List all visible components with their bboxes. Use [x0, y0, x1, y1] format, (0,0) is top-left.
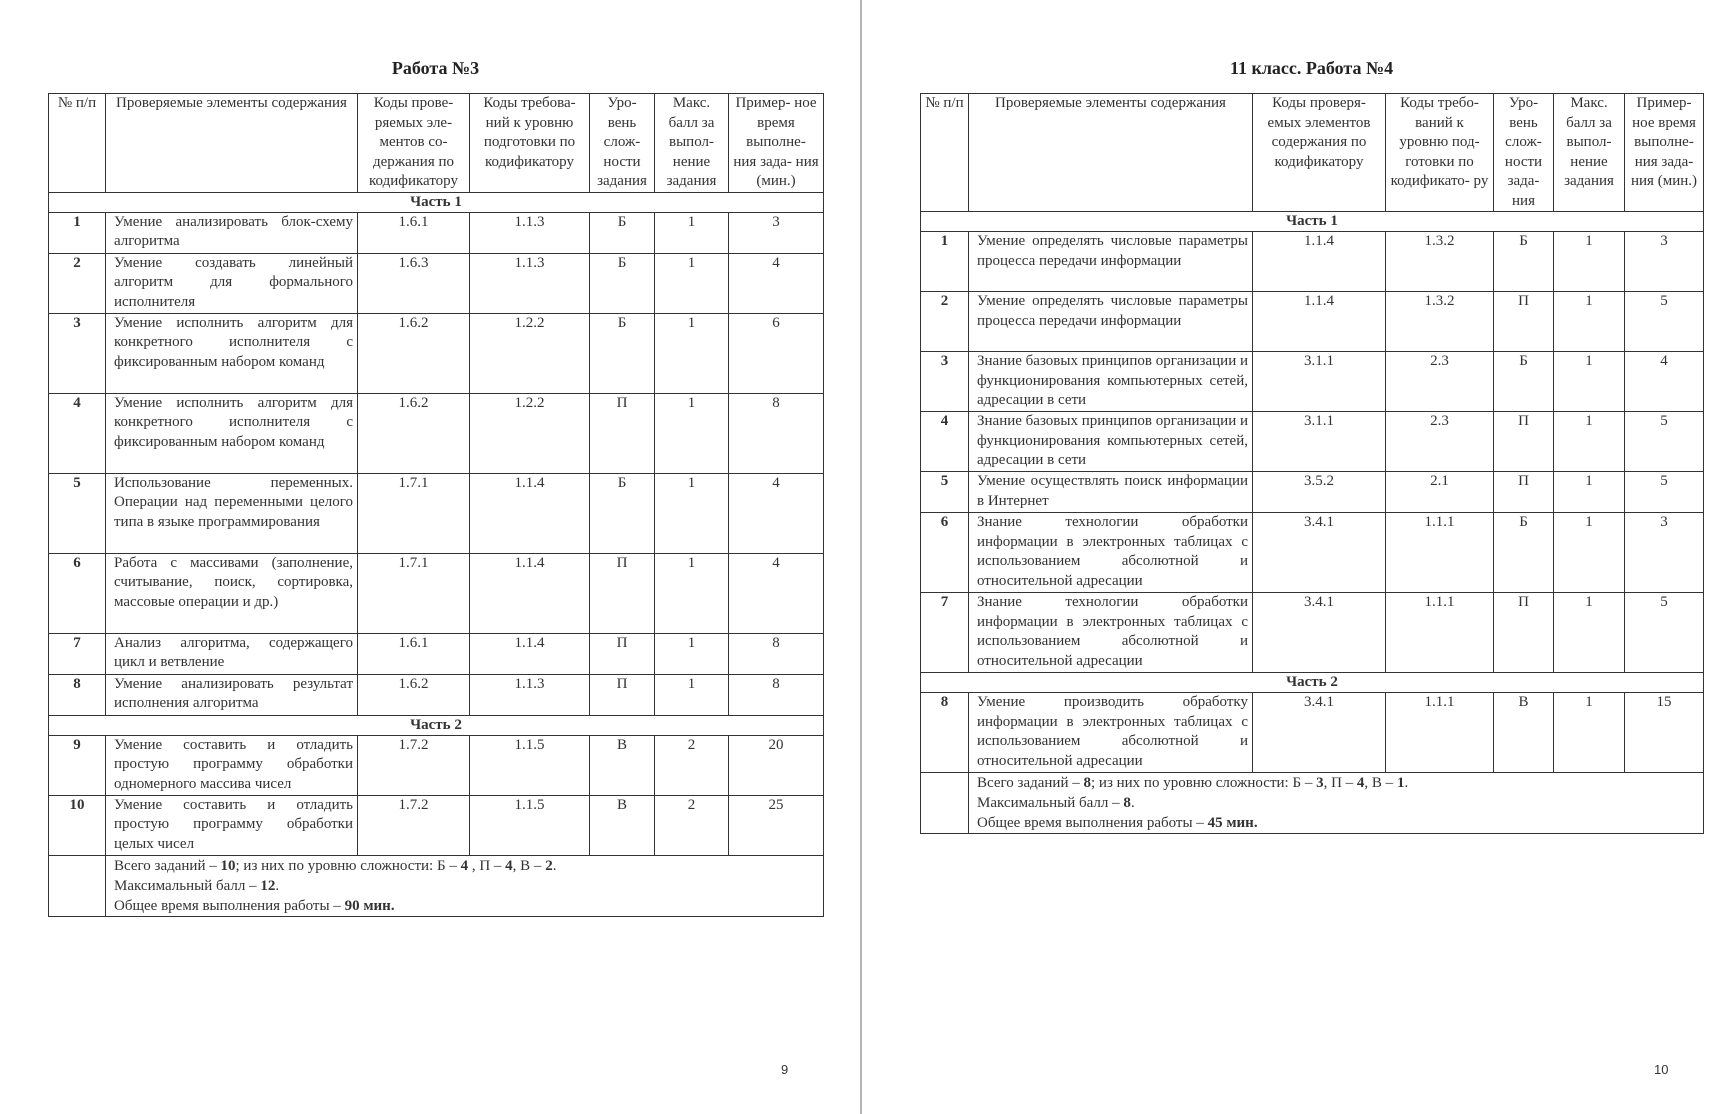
summary-total-line	[114, 856, 819, 876]
task-num: 7	[49, 633, 106, 674]
task-code-req: 1.1.1	[1386, 693, 1494, 773]
header-num: № п/п	[49, 94, 106, 193]
summary-text: Общее время выполнения работы –	[114, 897, 345, 914]
summary-text: ; из них по уровню сложности: Б –	[235, 857, 461, 874]
task-level: Б	[1494, 232, 1554, 292]
task-time: 15	[1625, 693, 1704, 773]
part-label: Часть 2	[49, 715, 824, 735]
table-header-row	[921, 94, 1704, 212]
task-code-content: 3.4.1	[1253, 693, 1386, 773]
page-number: 10	[1654, 1062, 1669, 1077]
task-desc: Знание технологии обработки информации в электронных таблицах с использованием абсолютной и относительной адресации	[969, 513, 1253, 593]
task-level: П	[1494, 292, 1554, 352]
task-time: 8	[729, 674, 824, 715]
task-code-req: 2.3	[1386, 412, 1494, 472]
header-level: Уро- вень слож- ности задания	[590, 94, 655, 193]
summary-row	[921, 773, 1704, 834]
header-codes-req: Коды требова- ний к уровню подготовки по кодификатору	[470, 94, 590, 193]
table-row	[921, 693, 1704, 773]
task-code-content: 1.7.2	[358, 795, 470, 855]
task-time: 3	[1625, 513, 1704, 593]
task-time: 5	[1625, 593, 1704, 673]
summary-b-count: 4	[460, 857, 469, 874]
task-desc: Умение составить и отладить простую программу обработки одномерного массива чисел	[106, 735, 358, 795]
task-level: Б	[590, 313, 655, 393]
summary-time-line	[977, 813, 1699, 833]
task-time: 5	[1625, 412, 1704, 472]
task-code-content: 1.6.1	[358, 633, 470, 674]
table-row	[49, 735, 824, 795]
summary-max-line	[114, 876, 819, 896]
task-code-req: 1.1.5	[470, 735, 590, 795]
summary-v-count: 1	[1396, 775, 1405, 791]
task-desc: Умение исполнить алгоритм для конкретного исполнителя с фиксированным набором команд	[106, 313, 358, 393]
task-code-content: 1.7.1	[358, 553, 470, 633]
task-max: 1	[655, 473, 729, 553]
task-code-content: 1.6.1	[358, 212, 470, 253]
table-header-row	[49, 94, 824, 193]
table-row	[921, 593, 1704, 673]
task-time: 4	[729, 473, 824, 553]
table-row	[49, 795, 824, 855]
summary-max-line	[977, 793, 1699, 813]
task-code-req: 1.2.2	[470, 313, 590, 393]
task-desc: Знание базовых принципов организации и функционирования компьютерных сетей, адресации в сети	[969, 412, 1253, 472]
task-level: Б	[1494, 352, 1554, 412]
summary-text: Максимальный балл –	[977, 795, 1124, 811]
task-desc: Умение создавать линейный алгоритм для формального исполнителя	[106, 253, 358, 313]
summary-p-count: 4	[1356, 775, 1365, 791]
summary-v-count: 2	[545, 857, 553, 874]
task-max: 1	[655, 212, 729, 253]
task-level: Б	[590, 212, 655, 253]
summary-time-line	[114, 896, 819, 916]
task-level: П	[1494, 593, 1554, 673]
table-row	[49, 553, 824, 633]
task-time: 8	[729, 393, 824, 473]
task-code-req: 1.3.2	[1386, 292, 1494, 352]
task-num: 2	[921, 292, 969, 352]
task-time: 3	[729, 212, 824, 253]
header-codes-content: Коды проверя- емых элементов содержания по кодификатору	[1253, 94, 1386, 212]
task-max: 2	[655, 735, 729, 795]
task-code-req: 1.1.3	[470, 674, 590, 715]
summary-p-count: 4	[505, 857, 513, 874]
task-code-content: 3.4.1	[1253, 593, 1386, 673]
table-row	[921, 292, 1704, 352]
task-code-content: 1.1.4	[1253, 232, 1386, 292]
task-code-content: 1.6.2	[358, 313, 470, 393]
part-row	[921, 212, 1704, 232]
task-max: 1	[655, 393, 729, 473]
page-left	[0, 0, 860, 1114]
task-max: 1	[655, 633, 729, 674]
task-num: 6	[49, 553, 106, 633]
summary-text: ; из них по уровню сложности: Б –	[1091, 775, 1317, 791]
task-level: П	[590, 674, 655, 715]
task-time: 3	[1625, 232, 1704, 292]
task-num: 2	[49, 253, 106, 313]
task-desc: Умение анализировать блок-схему алгоритма	[106, 212, 358, 253]
summary-empty-cell	[49, 855, 106, 916]
task-num: 3	[921, 352, 969, 412]
part-label: Часть 2	[921, 673, 1704, 693]
task-num: 1	[49, 212, 106, 253]
task-desc: Использование переменных. Операции над переменными целого типа в языке программирования	[106, 473, 358, 553]
task-time: 6	[729, 313, 824, 393]
task-num: 7	[921, 593, 969, 673]
task-max: 1	[1554, 472, 1625, 513]
task-time: 5	[1625, 292, 1704, 352]
table-row	[921, 412, 1704, 472]
task-desc: Умение определять числовые параметры процесса передачи информации	[969, 292, 1253, 352]
summary-total: 10	[220, 857, 236, 874]
summary-text: Максимальный балл –	[114, 877, 261, 894]
summary-text: Общее время выполнения работы –	[977, 815, 1208, 831]
summary-text: , П –	[1323, 775, 1357, 791]
task-num: 8	[49, 674, 106, 715]
task-time: 5	[1625, 472, 1704, 513]
task-num: 10	[49, 795, 106, 855]
header-level: Уро- вень слож- ности зада- ния	[1494, 94, 1554, 212]
task-level: Б	[590, 253, 655, 313]
summary-total-line	[977, 773, 1699, 793]
task-max: 2	[655, 795, 729, 855]
task-code-req: 1.1.1	[1386, 593, 1494, 673]
task-code-content: 1.7.1	[358, 473, 470, 553]
task-level: П	[590, 633, 655, 674]
task-code-req: 1.1.3	[470, 212, 590, 253]
task-level: П	[590, 553, 655, 633]
header-elements: Проверяемые элементы содержания	[969, 94, 1253, 212]
summary-text: Всего заданий –	[977, 775, 1084, 791]
summary-text: , В –	[1364, 775, 1397, 791]
task-max: 1	[655, 674, 729, 715]
task-num: 4	[49, 393, 106, 473]
task-max: 1	[1554, 232, 1625, 292]
task-code-req: 1.1.4	[470, 633, 590, 674]
task-code-req: 1.1.4	[470, 553, 590, 633]
task-level: В	[590, 795, 655, 855]
task-code-content: 1.6.2	[358, 393, 470, 473]
header-time: Пример- ное время выполне- ния зада- ния (мин.)	[1625, 94, 1704, 212]
summary-text: , П –	[468, 857, 506, 874]
task-code-req: 1.1.5	[470, 795, 590, 855]
task-code-req: 1.3.2	[1386, 232, 1494, 292]
task-num: 9	[49, 735, 106, 795]
table-row	[49, 253, 824, 313]
task-level: В	[1494, 693, 1554, 773]
header-max: Макс. балл за выпол- нение задания	[1554, 94, 1625, 212]
summary-row	[49, 855, 824, 916]
task-desc: Работа с массивами (заполнение, считывание, поиск, сортировка, массовые операции и др.)	[106, 553, 358, 633]
summary-total-time: 45 мин.	[1207, 815, 1258, 831]
summary-text: .	[1404, 775, 1409, 791]
task-code-req: 2.1	[1386, 472, 1494, 513]
page-right	[862, 0, 1727, 1114]
task-code-content: 1.7.2	[358, 735, 470, 795]
task-max: 1	[1554, 412, 1625, 472]
summary-max-score: 12	[260, 877, 276, 894]
task-num: 6	[921, 513, 969, 593]
summary-text: .	[275, 877, 280, 894]
task-num: 5	[49, 473, 106, 553]
task-max: 1	[1554, 593, 1625, 673]
task-code-content: 1.1.4	[1253, 292, 1386, 352]
task-time: 4	[729, 253, 824, 313]
summary-text: Всего заданий –	[114, 857, 221, 874]
task-time: 4	[729, 553, 824, 633]
task-max: 1	[1554, 352, 1625, 412]
task-desc: Знание технологии обработки информации в электронных таблицах с использованием абсолютной и относительной адресации	[969, 593, 1253, 673]
page-title: 11 класс. Работа №4	[1229, 58, 1394, 78]
task-code-req: 1.1.3	[470, 253, 590, 313]
summary-total-time: 90 мин.	[344, 897, 395, 914]
table-row	[49, 313, 824, 393]
task-desc: Умение исполнить алгоритм для конкретного исполнителя с фиксированным набором команд	[106, 393, 358, 473]
tasks-table	[48, 93, 824, 917]
task-time: 25	[729, 795, 824, 855]
task-code-content: 3.5.2	[1253, 472, 1386, 513]
task-desc: Умение анализировать результат исполнения алгоритма	[106, 674, 358, 715]
header-elements: Проверяемые элементы содержания	[106, 94, 358, 193]
summary-max-score: 8	[1123, 795, 1131, 811]
tasks-table	[920, 93, 1704, 834]
task-code-content: 3.4.1	[1253, 513, 1386, 593]
task-code-req: 1.1.1	[1386, 513, 1494, 593]
task-desc: Умение производить обработку информации в электронных таблицах с использованием абсолютной и относительной адресации	[969, 693, 1253, 773]
summary-cell	[969, 773, 1704, 834]
summary-total: 8	[1083, 775, 1091, 791]
task-code-req: 2.3	[1386, 352, 1494, 412]
task-desc: Анализ алгоритма, содержащего цикл и ветвление	[106, 633, 358, 674]
task-num: 1	[921, 232, 969, 292]
table-row	[49, 393, 824, 473]
summary-cell	[106, 855, 824, 916]
summary-text: .	[1130, 795, 1135, 811]
header-time: Пример- ное время выполне- ния зада- ния (мин.)	[729, 94, 824, 193]
task-max: 1	[1554, 292, 1625, 352]
table-row	[921, 232, 1704, 292]
header-max: Макс. балл за выпол- нение задания	[655, 94, 729, 193]
task-num: 5	[921, 472, 969, 513]
task-time: 8	[729, 633, 824, 674]
task-num: 4	[921, 412, 969, 472]
task-max: 1	[655, 313, 729, 393]
summary-b-count: 3	[1316, 775, 1324, 791]
task-time: 20	[729, 735, 824, 795]
summary-empty-cell	[921, 773, 969, 834]
table-row	[49, 674, 824, 715]
task-code-content: 1.6.2	[358, 674, 470, 715]
summary-text: .	[552, 857, 557, 874]
page-title: Работа №3	[391, 58, 480, 78]
task-level: П	[590, 393, 655, 473]
task-desc: Умение осуществлять поиск информации в Интернет	[969, 472, 1253, 513]
part-label: Часть 1	[49, 192, 824, 212]
task-level: Б	[1494, 513, 1554, 593]
task-desc: Умение определять числовые параметры процесса передачи информации	[969, 232, 1253, 292]
table-row	[921, 352, 1704, 412]
task-code-content: 3.1.1	[1253, 412, 1386, 472]
table-row	[49, 633, 824, 674]
task-code-req: 1.1.4	[470, 473, 590, 553]
table-row	[921, 513, 1704, 593]
task-level: Б	[590, 473, 655, 553]
part-row	[921, 673, 1704, 693]
task-max: 1	[655, 253, 729, 313]
part-row	[49, 192, 824, 212]
part-row	[49, 715, 824, 735]
summary-text: , В –	[512, 857, 546, 874]
part-label: Часть 1	[921, 212, 1704, 232]
header-num: № п/п	[921, 94, 969, 212]
task-code-req: 1.2.2	[470, 393, 590, 473]
task-level: П	[1494, 472, 1554, 513]
table-row	[921, 472, 1704, 513]
task-time: 4	[1625, 352, 1704, 412]
task-num: 3	[49, 313, 106, 393]
task-code-content: 3.1.1	[1253, 352, 1386, 412]
task-desc: Знание базовых принципов организации и функционирования компьютерных сетей, адресации в сети	[969, 352, 1253, 412]
table-row	[49, 473, 824, 553]
header-codes-content: Коды прове- ряемых эле- ментов со- держания по кодификатору	[358, 94, 470, 193]
task-max: 1	[1554, 513, 1625, 593]
header-codes-req: Коды требо- ваний к уровню под- готовки по кодификато- ру	[1386, 94, 1494, 212]
page-number: 9	[781, 1062, 789, 1077]
table-row	[49, 212, 824, 253]
task-code-content: 1.6.3	[358, 253, 470, 313]
task-level: П	[1494, 412, 1554, 472]
task-num: 8	[921, 693, 969, 773]
task-desc: Умение составить и отладить простую программу обработки целых чисел	[106, 795, 358, 855]
task-level: В	[590, 735, 655, 795]
task-max: 1	[655, 553, 729, 633]
task-max: 1	[1554, 693, 1625, 773]
